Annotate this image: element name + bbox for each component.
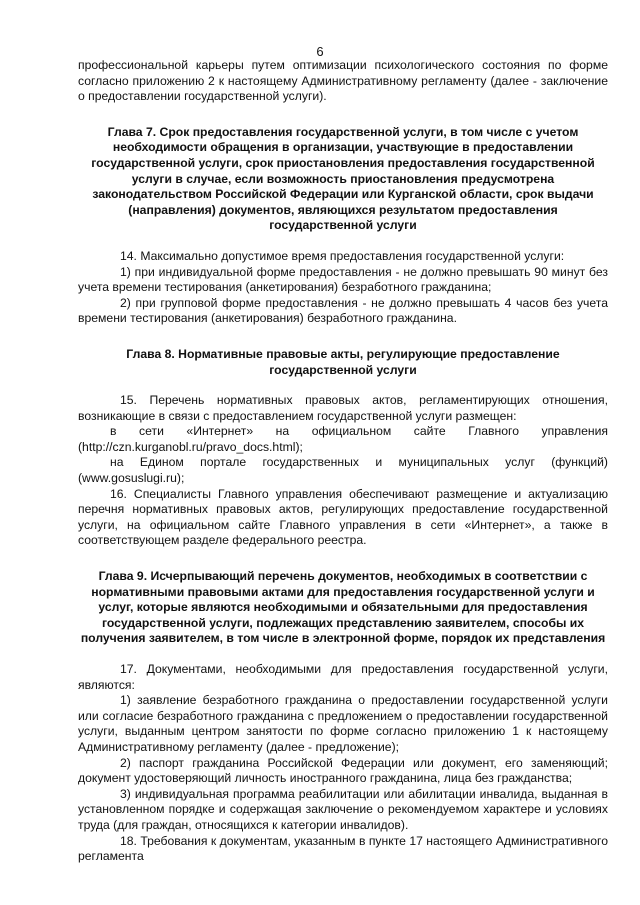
paragraph-15-site-internet: в сети «Интернет» на официальном сайте Главного управления (http://czn.kurganobl.ru/pravo_docs.html); [78,424,608,454]
chapter-7-heading: Глава 7. Срок предоставления государственной услуги, в том числе с учетом необходимости обращения в организации, участвующие в предоставлении государственной услуги, срок приостановления предоставления государственной услуги в случае, если возможность приостановления предусмотрена законодательством Российской Федерации или Курганской области, срок выдачи (направления) документов, являющихся результатом предоставления государственной услуги [91,124,595,233]
paragraph-16: 16. Специалисты Главного управления обеспечивают размещение и актуализацию перечня нормативных правовых актов, регулирующих предоставление государственной услуги, на официальном сайте Главного управления в сети «Интернет», а также в соответствующем разделе федерального реестра. [78,486,608,548]
paragraph-17-doc-2: 2) паспорт гражданина Российской Федерации или документ, его заменяющий; документ удостоверяющий личность иностранного гражданина, лица без гражданства; [78,755,608,786]
paragraph-14: 14. Максимально допустимое время предоставления государственной услуги: [120,248,565,263]
chapter-8-heading: Глава 8. Нормативные правовые акты, регулирующие предоставление государственной услуги [126,346,560,377]
paragraph-17-doc-1: 1) заявление безработного гражданина о предоставлении государственной услуги или согласие безработного гражданина с предложением о предоставлении государственной услуги, выданным центром занятости по форме согласно приложению 1 к настоящему Административному регламенту (далее - предложение); [78,693,608,754]
paragraph-14-item-1: 1) при индивидуальной форме предоставления - не должно превышать 90 минут без учета времени тестирования (анкетирования) безработного гражданина; [78,264,608,295]
paragraph-17: 17. Документами, необходимыми для предоставления государственной услуги, являются: [78,662,608,692]
paragraph-18: 18. Требования к документам, указанным в пункте 17 настоящего Административного регламента [78,833,608,864]
paragraph-17-doc-3: 3) индивидуальная программа реабилитации или абилитации инвалида, выданная в установленном порядке и содержащая заключение о рекомендуемом характере и условиях труда (для граждан, относящихся к категории инвалидов). [78,786,608,832]
chapter-9-heading: Глава 9. Исчерпывающий перечень документов, необходимых в соответствии с нормативными правовыми актами для предоставления государственной услуги и услуг, которые являются необходимыми и обязательными для предоставления государственной услуги, подлежащих представлению заявителем, способы их получения заявителем, в том числе в электронной форме, порядок их представления [80,569,606,646]
paragraph-15-site-gosuslugi: на Едином портале государственных и муниципальных услуг (функций) (www.gosuslugi.ru); [78,455,608,486]
paragraph-14-item-2: 2) при групповой форме предоставления - не должно превышать 4 часов без учета времени тестирования (анкетирования) безработного гражданина. [78,295,608,326]
page-number: 6 [316,44,324,59]
intro-paragraph: профессиональной карьеры путем оптимизации психологического состояния по форме согласно приложению 2 к настоящему Административному регламенту (далее - заключение о предоставлении государственной услуги). [78,58,608,104]
paragraph-15: 15. Перечень нормативных правовых актов, регламентирующих отношения, возникающие в связи с предоставлением государственной услуги размещен: [78,393,608,423]
document-body [78,58,608,865]
